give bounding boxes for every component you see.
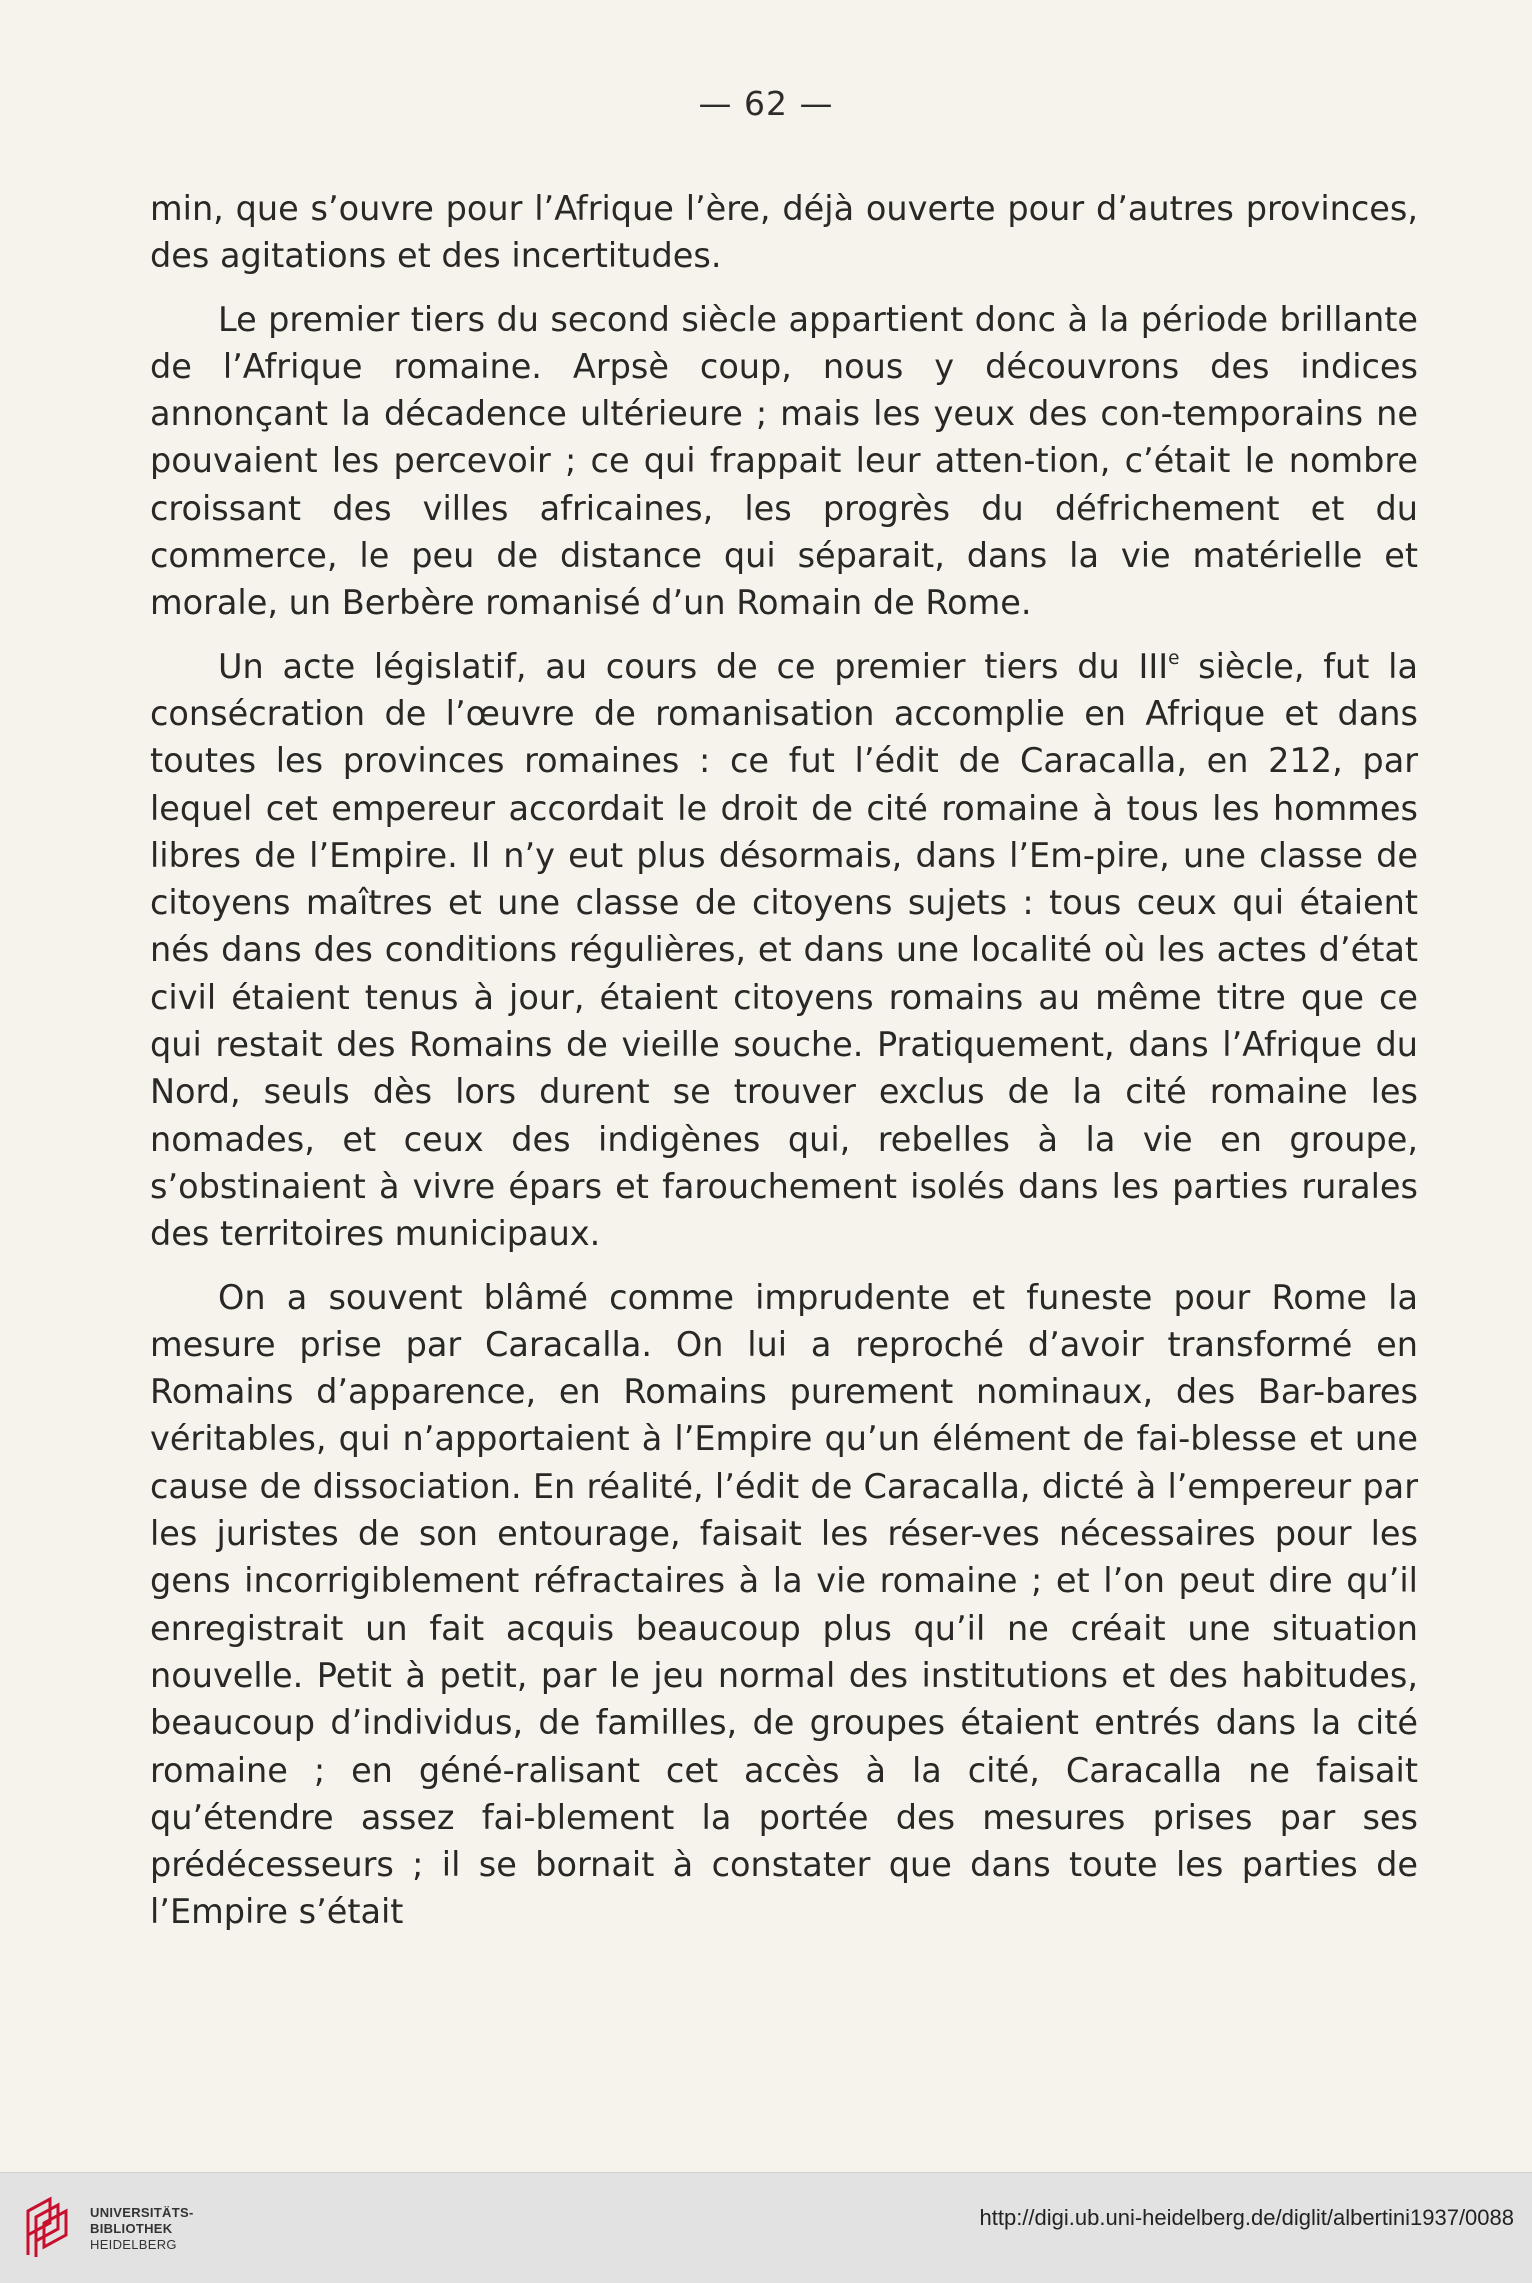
- university-library-logo-icon: [20, 2193, 80, 2263]
- library-name: [90, 2205, 194, 2253]
- library-footer: [0, 2172, 1532, 2283]
- page-number: — 62 —: [698, 84, 834, 123]
- library-name-line-1: UNIVERSITÄTS-: [90, 2205, 194, 2220]
- paragraph-3: [150, 643, 1418, 1258]
- paragraph-4: On a souvent blâmé comme imprudente et funeste pour Rome la mesure prise par Caracalla. On lui a reproché d’avoir transformé en Romains d’apparence, en Romains purement nominaux, des Bar-bares véritables, qui n’apportaient à l’Empire qu’un élément de fai-blesse et une cause de dissociation. En réalité, l’édit de Caracalla, dicté à l’empereur par les juristes de son entourage, faisait les réser-ves nécessaires pour les gens incorrigiblement réfractaires à la vie romaine ; et l’on peut dire qu’il enregistrait un fait acquis beaucoup plus qu’il ne créait une situation nouvelle. Petit à petit, par le jeu normal des institutions et des habitudes, beaucoup d’individus, de familles, de groupes étaient entrés dans la cité romaine ; en géné-ralisant cet accès à la cité, Caracalla ne faisait qu’étendre assez fai-blement la portée des mesures prises par ses prédécesseurs ; il se bornait à constater que dans toute les parties de l’Empire s’était: [150, 1277, 1418, 1932]
- paragraph-3-start: Un acte législatif, au cours de ce premier tiers du III: [218, 646, 1169, 686]
- paragraph-2: Le premier tiers du second siècle appartient donc à la période brillante de l’Afrique romaine. Arpsè coup, nous y découvrons des indices annonçant la décadence ultérieure ; mais les yeux des con-temporains ne pouvaient les percevoir ; ce qui frappait leur atten-tion, c’était le nombre croissant des villes africaines, les progrès du défrichement et du commerce, le peu de distance qui séparait, dans la vie matérielle et morale, un Berbère romanisé d’un Romain de Rome.: [150, 299, 1418, 623]
- permalink-url[interactable]: http://digi.ub.uni-heidelberg.de/diglit/albertini1937/0088: [979, 2205, 1514, 2230]
- library-name-line-3: HEIDELBERG: [90, 2237, 177, 2252]
- paragraph-3-rest: siècle, fut la consécration de l’œuvre de romanisation accomplie en Afrique et dans toutes les provinces romaines : ce fut l’édit de Caracalla, en 212, par lequel cet empereur accordait le droit de cité romaine à tous les hommes libres de l’Empire. Il n’y eut plus désormais, dans l’Em-pire, une classe de citoyens maîtres et une classe de citoyens sujets : tous ceux qui étaient nés dans des conditions régulières, et dans une localité où les actes d’état civil étaient tenus à jour, étaient citoyens romains au même titre que ce qui restait des Romains de vieille souche. Pratiquement, dans l’Afrique du Nord, seuls dès lors durent se trouver exclus de la cité romaine les nomades, et ceux des indigènes qui, rebelles à la vie en groupe, s’obstinaient à vivre épars et farouchement isolés dans les parties rurales des territoires municipaux.: [150, 646, 1418, 1254]
- body-text: [150, 185, 1418, 1952]
- superscript-e: e: [1168, 647, 1180, 669]
- library-name-line-2: BIBLIOTHEK: [90, 2221, 173, 2236]
- paragraph-1: min, que s’ouvre pour l’Afrique l’ère, déjà ouverte pour d’autres provinces, des agitations et des incertitudes.: [150, 189, 1418, 276]
